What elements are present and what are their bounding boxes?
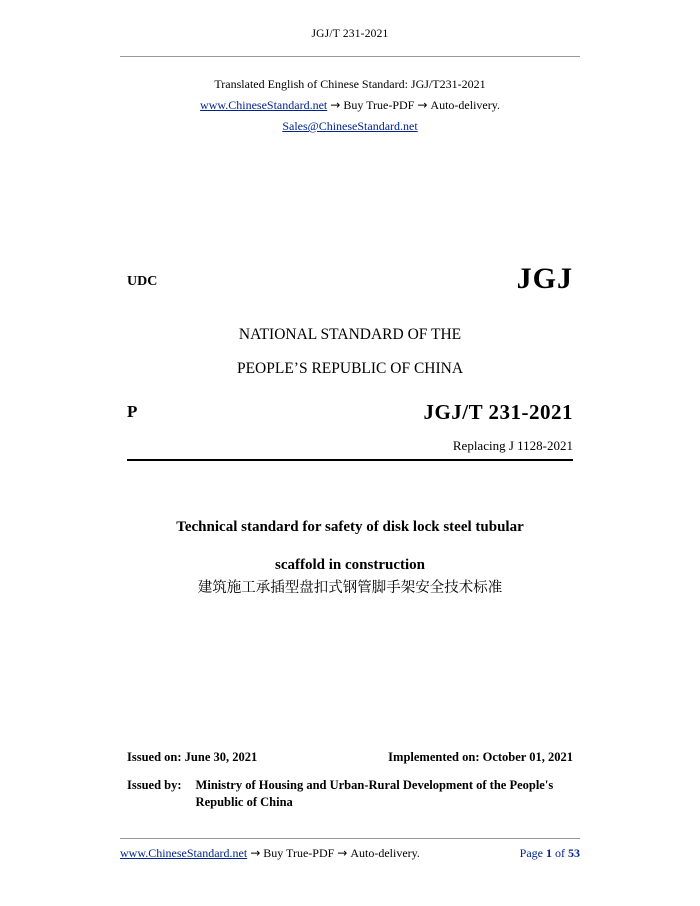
issued-on-text: Issued on: June 30, 2021 (127, 750, 258, 764)
issued-by-value: Ministry of Housing and Urban-Rural Development of the People's Republic of China (195, 778, 554, 809)
standard-number: JGJ/T 231-2021 (423, 400, 573, 424)
issuing-authority-line-2: PEOPLE’S REPUBLIC OF CHINA (236, 360, 464, 377)
promo-purchase-line (100, 95, 600, 116)
promo-email-line (100, 116, 600, 137)
header-divider (120, 56, 580, 57)
cover-divider (127, 459, 573, 461)
chinesestandard-link[interactable]: www.ChineseStandard.net (200, 98, 328, 112)
classification-letter: P (127, 402, 138, 421)
replacing-note: Replacing J 1128-2021 (452, 438, 573, 453)
issue-dates-row (127, 750, 573, 765)
footer-delivery-text: Auto-delivery. (350, 846, 420, 860)
document-title-zh: 建筑施工承插型盘扣式钢管脚手架安全技术标准 (197, 580, 503, 596)
sales-email-link[interactable]: Sales@ChineseStandard.net (282, 119, 418, 133)
footer-arrow-right-icon-2: → (337, 846, 348, 860)
issued-by-row (127, 777, 579, 811)
arrow-right-icon-2: → (417, 98, 428, 112)
footer-arrow-right-icon: → (250, 846, 261, 860)
promo-buy-text: Buy True-PDF (343, 98, 415, 112)
issuing-authority-line-1: NATIONAL STANDARD OF THE (238, 326, 462, 343)
page-footer (120, 846, 580, 861)
footer-buy-text: Buy True-PDF (263, 846, 335, 860)
page-word: Page (519, 846, 543, 860)
document-title-en (120, 508, 580, 584)
page-indicator (520, 846, 580, 861)
of-word: of (555, 846, 565, 860)
footer-chinesestandard-link[interactable]: www.ChineseStandard.net (120, 846, 248, 860)
document-title-en-line-2: scaffold in construction (275, 557, 425, 573)
promo-delivery-text: Auto-delivery. (430, 98, 500, 112)
standard-series-mark: JGJ (516, 262, 573, 295)
page-number: 1 (546, 846, 552, 860)
running-head: JGJ/T 231-2021 (311, 28, 389, 40)
issued-by-label: Issued by: (127, 778, 182, 792)
arrow-right-icon: → (330, 98, 341, 112)
document-title-en-line-1: Technical standard for safety of disk lock steel tubular (176, 519, 524, 535)
udc-label: UDC (127, 274, 158, 289)
footer-promo (120, 846, 420, 861)
footer-divider (120, 838, 580, 839)
promo-translation-note: Translated English of Chinese Standard: JGJ/T231-2021 (214, 77, 486, 91)
promo-block (100, 74, 600, 137)
page-total: 53 (568, 846, 580, 860)
implemented-on-text: Implemented on: October 01, 2021 (388, 750, 573, 764)
